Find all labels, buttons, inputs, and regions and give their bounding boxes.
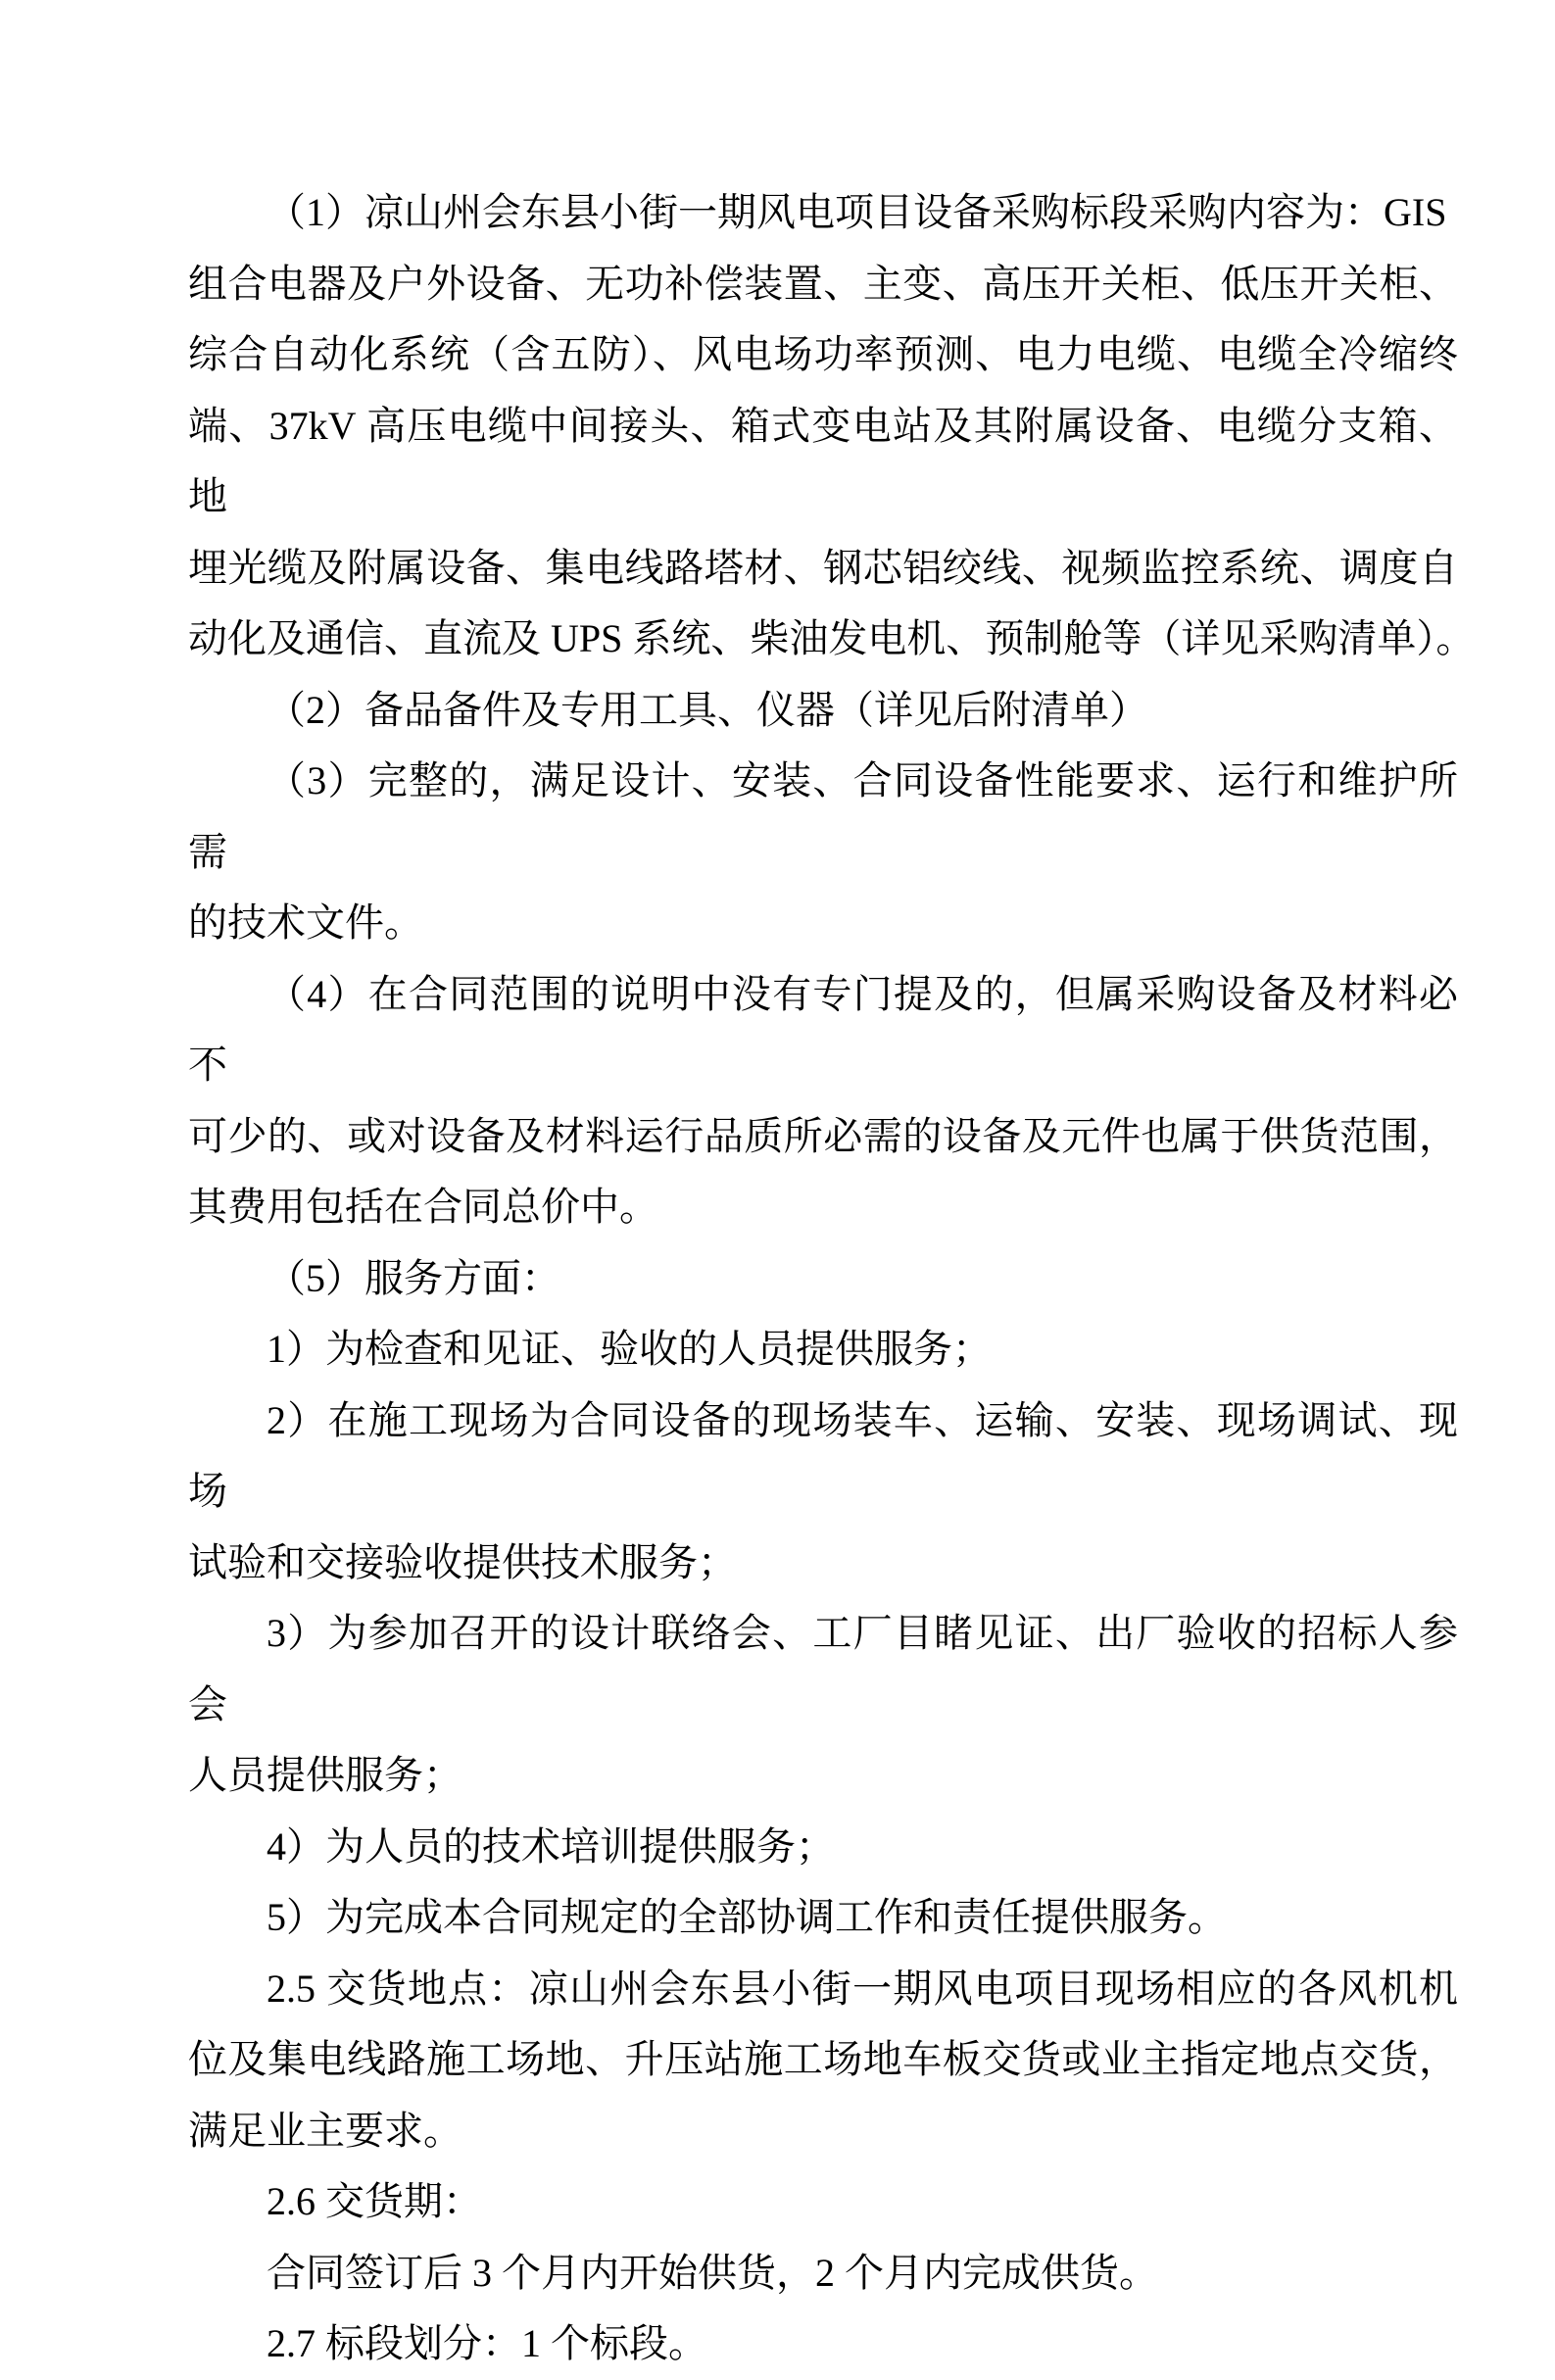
text-line: 4）为人员的技术培训提供服务； bbox=[267, 1823, 835, 1869]
text-line: 1）为检查和见证、验收的人员提供服务； bbox=[267, 1327, 992, 1371]
text-line: （4）在合同范围的说明中没有专门提及的，但属采购设备及材料必不 bbox=[188, 971, 1458, 1087]
text-line: 综合自动化系统（含五防）、风电场功率预测、电力电缆、电缆全冷缩终 bbox=[188, 332, 1458, 376]
text-line: 3）为参加召开的设计联络会、工厂目睹见证、出厂验收的招标人参会 bbox=[188, 1611, 1458, 1726]
text-line: 埋光缆及附属设备、集电线路塔材、钢芯铝绞线、视频监控系统、调度自 bbox=[188, 545, 1458, 590]
text-line: 人员提供服务； bbox=[188, 1753, 462, 1797]
text-line: （1）凉山州会东县小街一期风电项目设备采购标段采购内容为：GIS bbox=[267, 190, 1447, 234]
text-line: 2.7 标段划分：1 个标段。 bbox=[267, 2321, 707, 2365]
text-line: （5）服务方面： bbox=[267, 1255, 560, 1300]
text-line: 位及集电线路施工场地、升压站施工场地车板交货或业主指定地点交货， bbox=[188, 2037, 1458, 2081]
text-line: 5）为完成本合同规定的全部协调工作和责任提供服务。 bbox=[267, 1895, 1227, 1939]
text-line: 动化及通信、直流及 UPS 系统、柴油发电机、预制舱等（详见采购清单）。 bbox=[188, 616, 1476, 660]
text-line: 2.5 交货地点：凉山州会东县小街一期风电项目现场相应的各风机机 bbox=[267, 1966, 1458, 2011]
text-line: 2.6 交货期： bbox=[267, 2179, 482, 2223]
text-line: 合同签订后 3 个月内开始供货，2 个月内完成供货。 bbox=[267, 2250, 1158, 2295]
text-line: 端、37kV 高压电缆中间接头、箱式变电站及其附属设备、电缆分支箱、地 bbox=[188, 403, 1458, 518]
text-line: 组合电器及户外设备、无功补偿装置、主变、高压开关柜、低压开关柜、 bbox=[188, 261, 1458, 306]
text-line: 2）在施工现场为合同设备的现场装车、运输、安装、现场调试、现场 bbox=[188, 1397, 1458, 1513]
text-line: 试验和交接验收提供技术服务； bbox=[188, 1539, 737, 1584]
text-line: （2）备品备件及专用工具、仪器（详见后附清单） bbox=[267, 687, 1148, 732]
text-line: 的技术文件。 bbox=[188, 900, 423, 945]
text-line: 可少的、或对设备及材料运行品质所必需的设备及元件也属于供货范围， bbox=[188, 1113, 1458, 1158]
text-line: 其费用包括在合同总价中。 bbox=[188, 1185, 658, 1229]
document-body bbox=[188, 177, 1476, 2380]
text-line: （3）完整的，满足设计、安装、合同设备性能要求、运行和维护所需 bbox=[188, 758, 1458, 874]
text-line: 满足业主要求。 bbox=[188, 2108, 462, 2153]
